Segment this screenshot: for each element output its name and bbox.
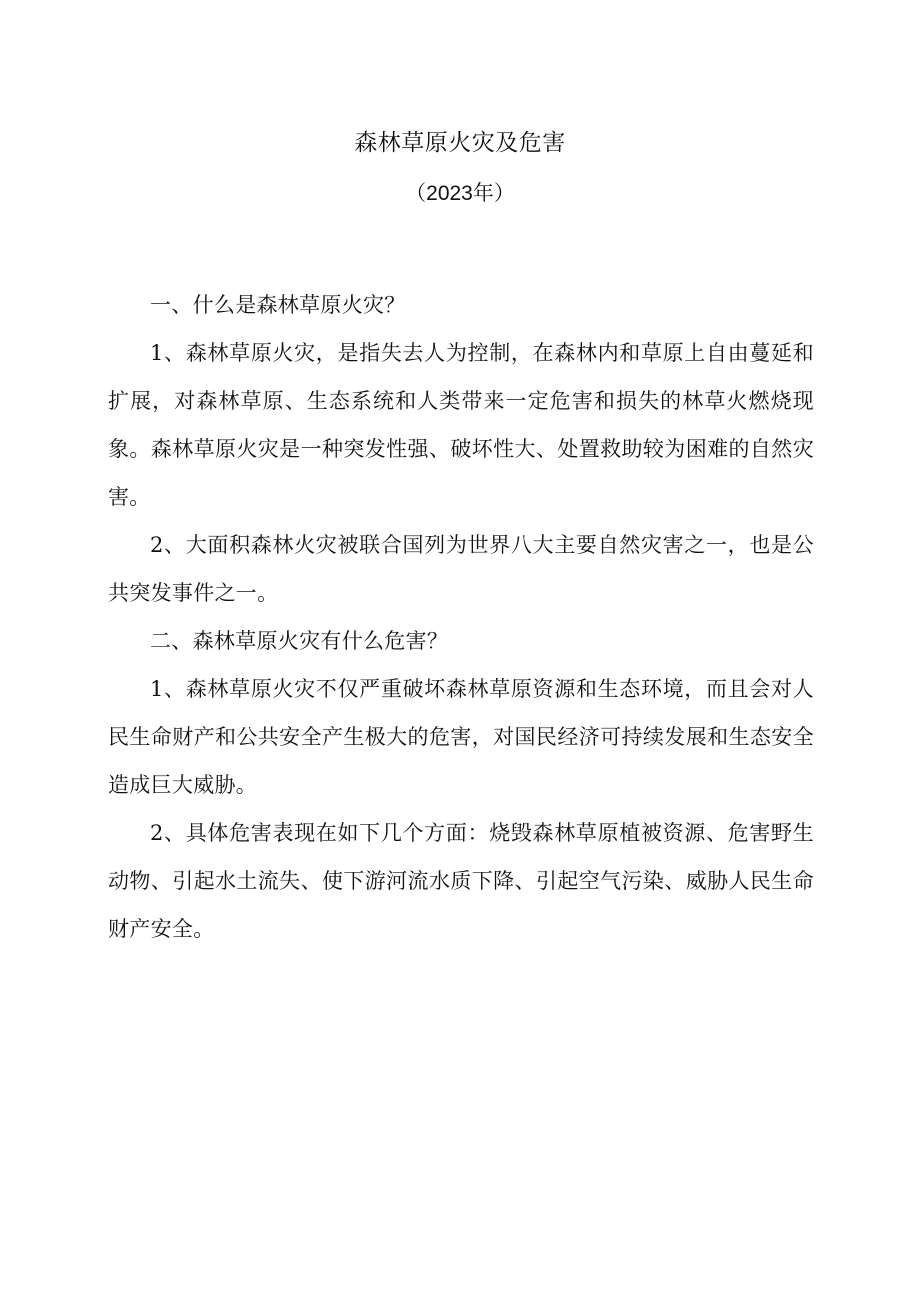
section-heading-hazards: 二、森林草原火灾有什么危害？ [150,629,449,653]
paragraph-un-classification: 2、大面积森林火灾被联合国列为世界八大主要自然灾害之一，也是公共突发事件之一。 [108,533,814,605]
document-subtitle: （2023年） [405,182,515,205]
document-body [108,281,814,953]
paragraph-hazard-details: 2、具体危害表现在如下几个方面：烧毁森林草原植被资源、危害野生动物、引起水土流失、使下游河流水质下降、引起空气污染、威胁人民生命财产安全。 [108,821,814,941]
document-title: 森林草原火灾及危害 [354,130,566,156]
section-heading-what-is-fire: 一、什么是森林草原火灾？ [150,293,406,317]
paragraph-definition: 1、森林草原火灾，是指失去人为控制，在森林内和草原上自由蔓延和扩展，对森林草原、生态系统和人类带来一定危害和损失的林草火燃烧现象。森林草原火灾是一种突发性强、破坏性大、处置救助较为困难的自然灾害。 [108,341,814,509]
paragraph-hazard-overview: 1、森林草原火灾不仅严重破坏森林草原资源和生态环境，而且会对人民生命财产和公共安全产生极大的危害，对国民经济可持续发展和生态安全造成巨大威胁。 [108,677,814,797]
